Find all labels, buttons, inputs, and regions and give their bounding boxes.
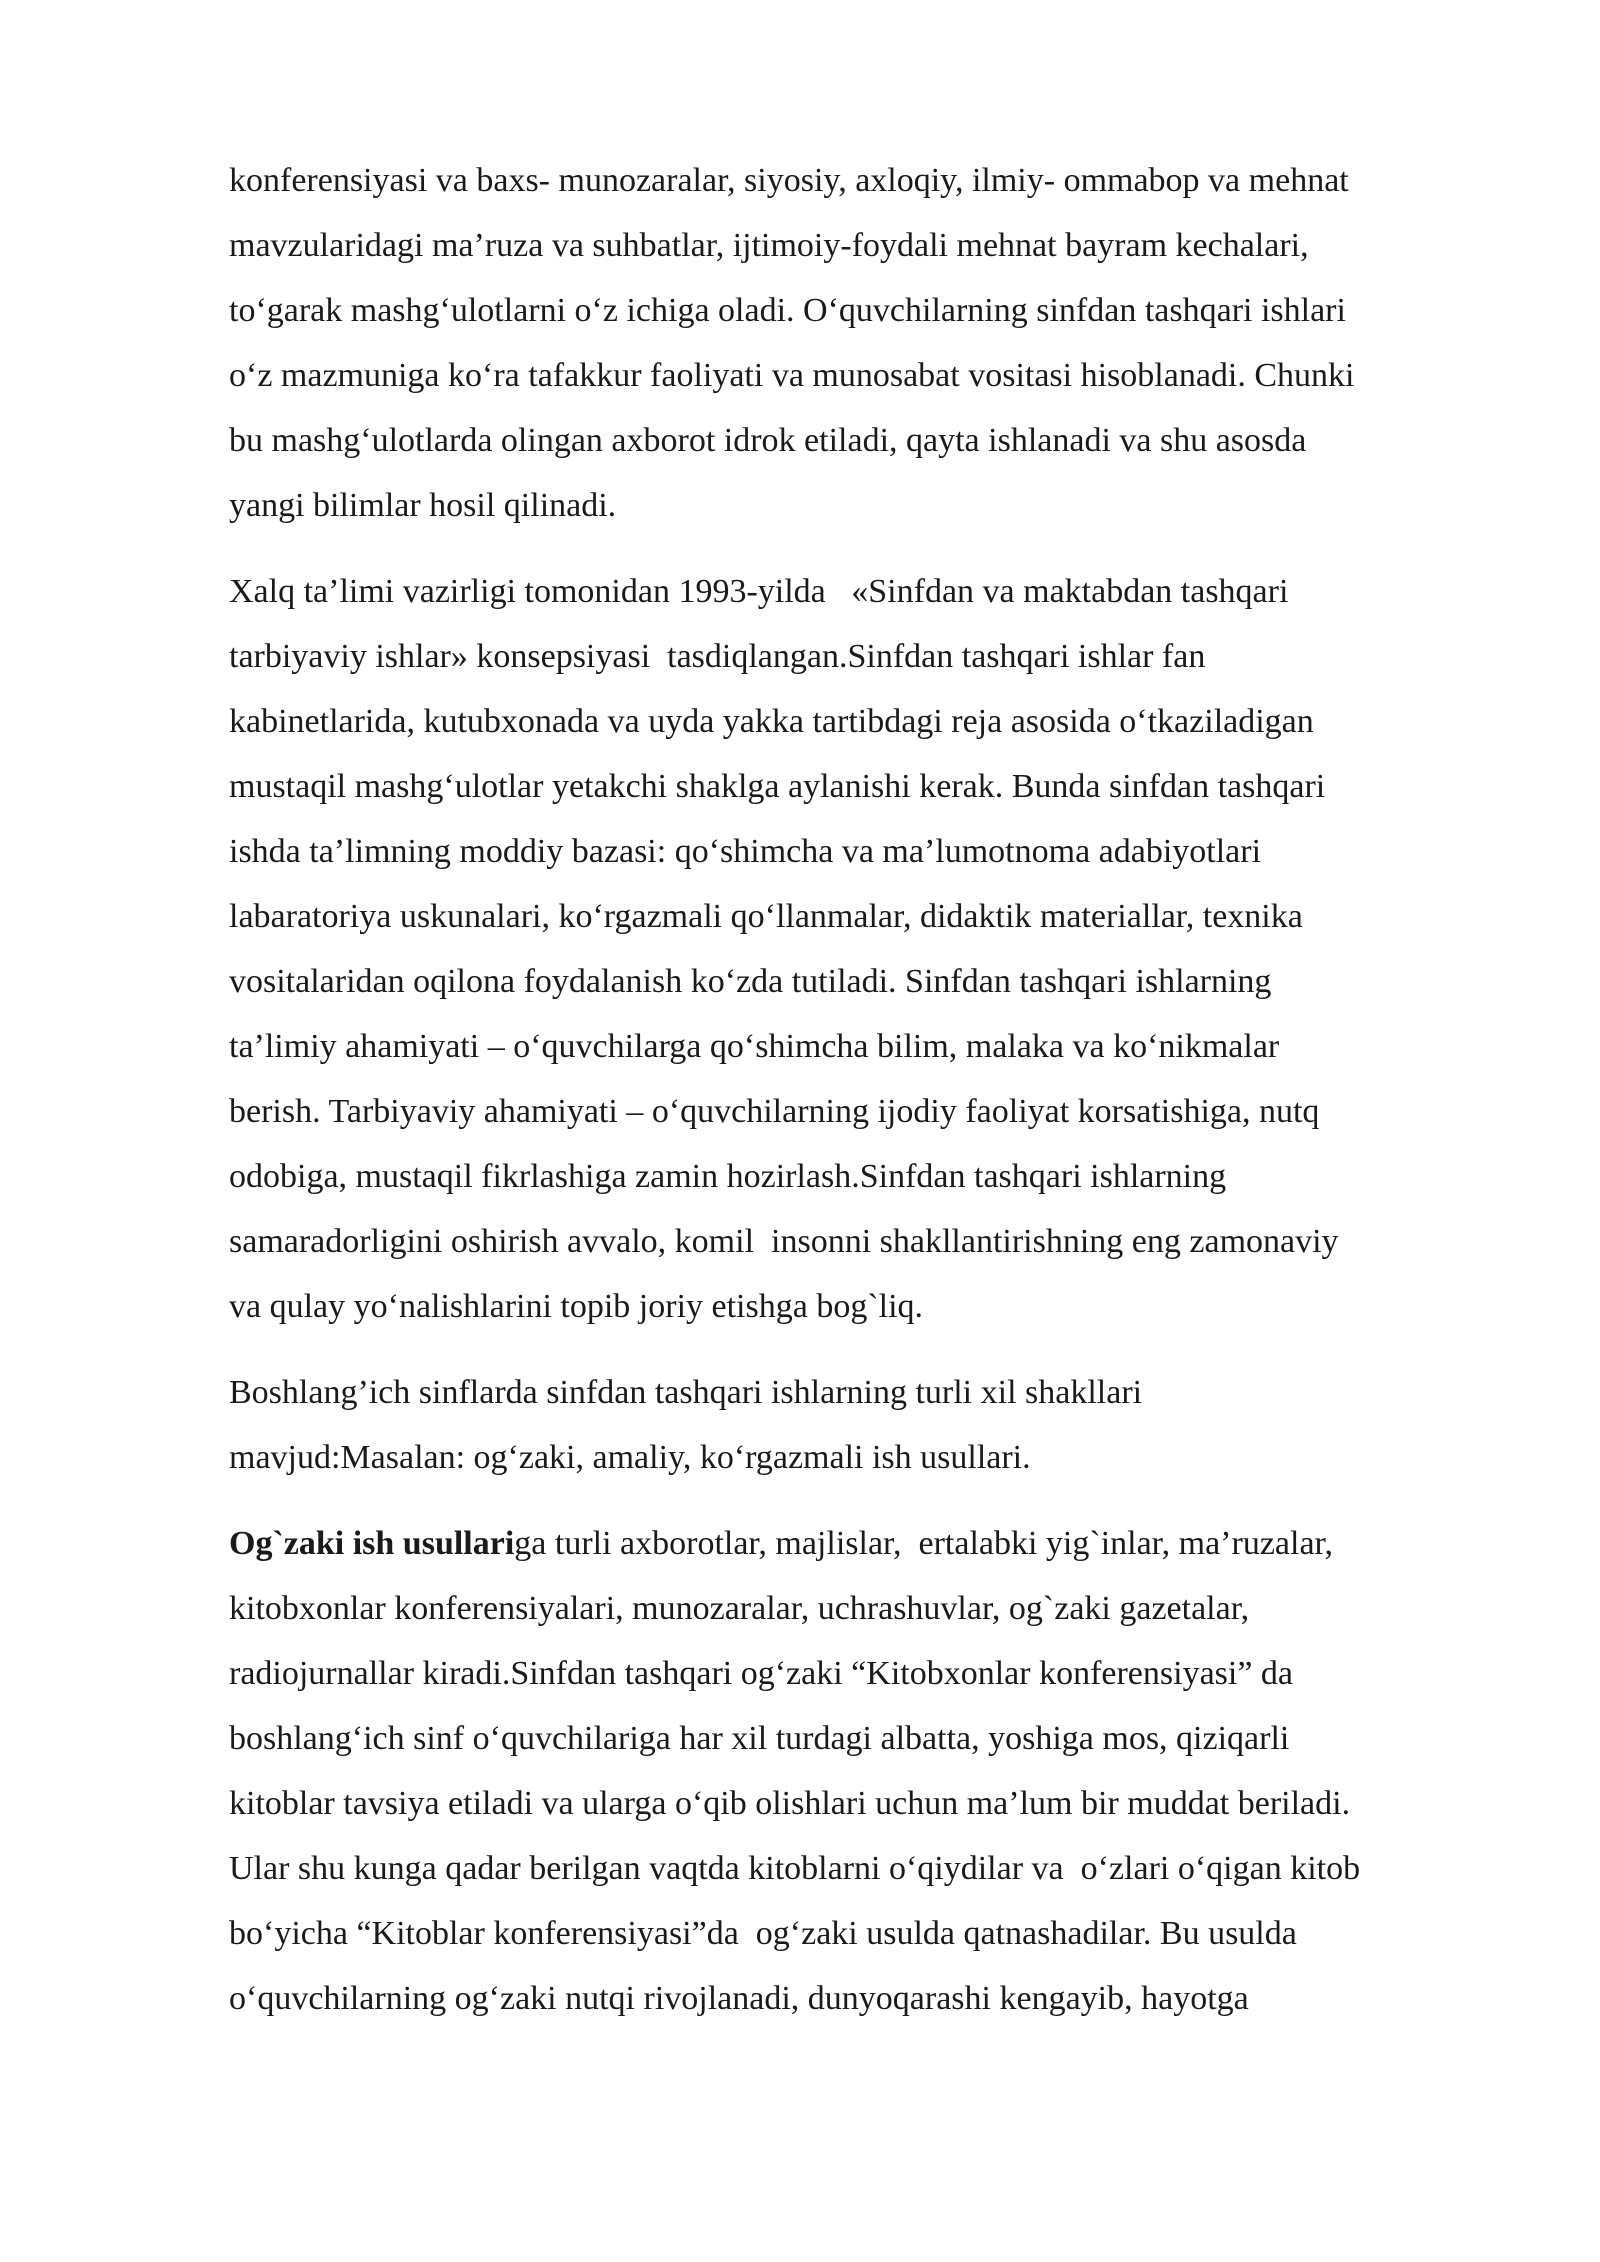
text-run: ga turli axborotlar, majlislar, ertalabki yig`inlar, ma’ruzalar, <box>514 1525 1334 1562</box>
text-line: Ular shu kunga qadar berilgan vaqtda kitoblarni o‘qiydilar va o‘zlari o‘qigan kitob <box>229 1850 1361 1887</box>
document-body <box>229 148 1519 2052</box>
paragraph <box>229 148 1519 538</box>
text-line: kabinetlarida, kutubxonada va uyda yakka tartibdagi reja asosida o‘tkaziladigan <box>229 703 1314 740</box>
text-line: vositalaridan oqilona foydalanish ko‘zda tutiladi. Sinfdan tashqari ishlarning <box>229 963 1272 1000</box>
text-line: bo‘yicha “Kitoblar konferensiyasi”da og‘zaki usulda qatnashadilar. Bu usulda <box>229 1915 1297 1952</box>
text-line: boshlang‘ich sinf o‘quvchilariga har xil turdagi albatta, yoshiga mos, qiziqarli <box>229 1720 1290 1757</box>
text-line: o‘z mazmuniga ko‘ra tafakkur faoliyati va munosabat vositasi hisoblanadi. Chunki <box>229 357 1355 394</box>
paragraph <box>229 1360 1519 1490</box>
paragraph <box>229 559 1519 1339</box>
text-line: bu mashg‘ulotlarda olingan axborot idrok etiladi, qayta ishlanadi va shu asosda <box>229 422 1307 459</box>
bold-term: Og`zaki ish usullari <box>229 1525 515 1562</box>
text-line: labaratoriya uskunalari, ko‘rgazmali qo‘llanmalar, didaktik materiallar, texnika <box>229 898 1303 935</box>
text-line: mavjud:Masalan: og‘zaki, amaliy, ko‘rgazmali ish usullari. <box>229 1439 1031 1476</box>
text-line: yangi bilimlar hosil qilinadi. <box>229 487 617 524</box>
text-line: to‘garak mashg‘ulotlarni o‘z ichiga oladi. O‘quvchilarning sinfdan tashqari ishlari <box>229 292 1346 329</box>
text-line: odobiga, mustaqil fikrlashiga zamin hozirlash.Sinfdan tashqari ishlarning <box>229 1158 1227 1195</box>
text-line: konferensiyasi va baxs- munozaralar, siyosiy, axloqiy, ilmiy- ommabop va mehnat <box>229 162 1349 199</box>
text-line: Boshlang’ich sinflarda sinfdan tashqari ishlarning turli xil shakllari <box>229 1374 1143 1411</box>
text-line: ishda ta’limning moddiy bazasi: qo‘shimcha va ma’lumotnoma adabiyotlari <box>229 833 1262 870</box>
text-line: berish. Tarbiyaviy ahamiyati – o‘quvchilarning ijodiy faoliyat korsatishiga, nutq <box>229 1093 1320 1130</box>
text-line: Xalq ta’limi vazirligi tomonidan 1993-yilda «Sinfdan va maktabdan tashqari <box>229 573 1289 610</box>
text-line: radiojurnallar kiradi.Sinfdan tashqari og‘zaki “Kitobxonlar konferensiyasi” da <box>229 1655 1294 1692</box>
text-line: mavzularidagi ma’ruza va suhbatlar, ijtimoiy-foydali mehnat bayram kechalari, <box>229 227 1309 264</box>
text-line: tarbiyaviy ishlar» konsepsiyasi tasdiqlangan.Sinfdan tashqari ishlar fan <box>229 638 1206 675</box>
text-line: samaradorligini oshirish avvalo, komil insonni shakllantirishning eng zamonaviy <box>229 1223 1339 1260</box>
text-line: kitobxonlar konferensiyalari, munozaralar, uchrashuvlar, og`zaki gazetalar, <box>229 1590 1250 1627</box>
text-line: mustaqil mashg‘ulotlar yetakchi shaklga aylanishi kerak. Bunda sinfdan tashqari <box>229 768 1326 805</box>
text-line: kitoblar tavsiya etiladi va ularga o‘qib olishlari uchun ma’lum bir muddat beriladi. <box>229 1785 1351 1822</box>
paragraph <box>229 1511 1519 2031</box>
text-line: o‘quvchilarning og‘zaki nutqi rivojlanadi, dunyoqarashi kengayib, hayotga <box>229 1980 1249 2017</box>
text-line <box>229 1511 1519 1576</box>
text-line: va qulay yo‘nalishlarini topib joriy etishga bog`liq. <box>229 1288 924 1325</box>
text-line: ta’limiy ahamiyati – o‘quvchilarga qo‘shimcha bilim, malaka va ko‘nikmalar <box>229 1028 1280 1065</box>
